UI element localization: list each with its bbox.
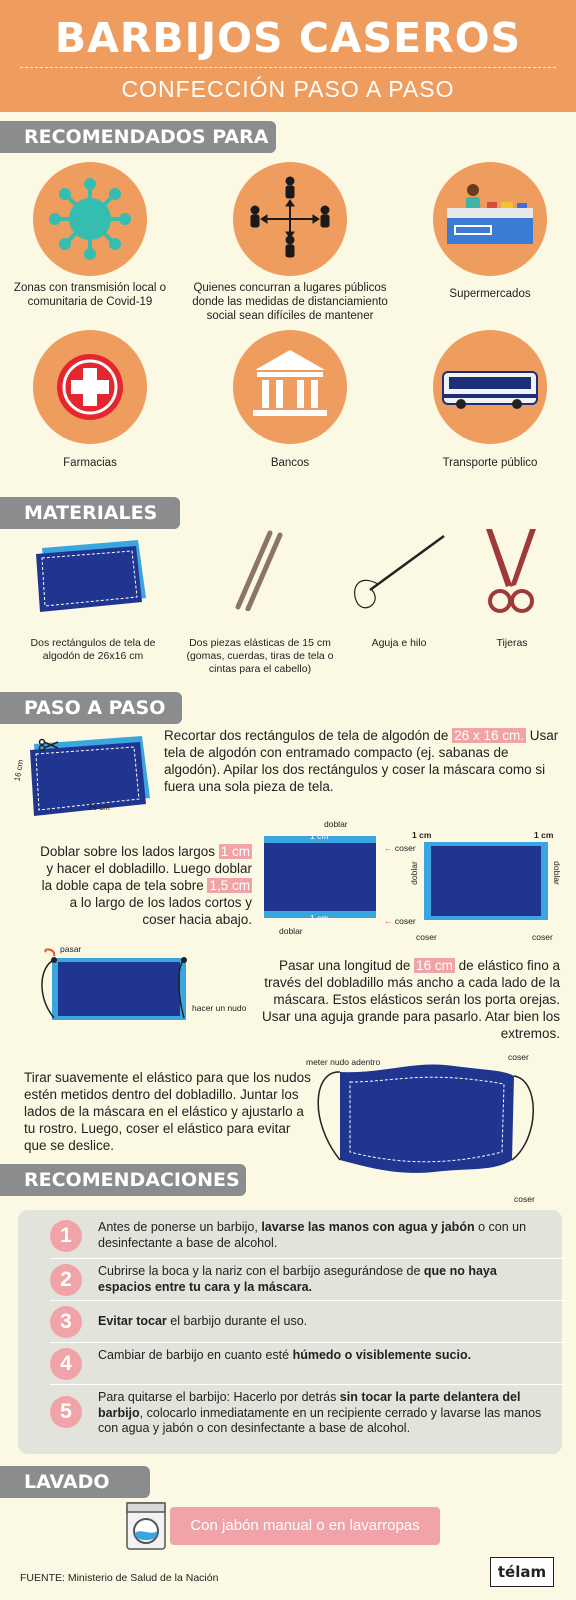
step1-text: Recortar dos rectángulos de tela de algodón de 26 x 16 cm. Usar tela de algodón con entramado compacto (ej. sabanas de algodón). Apilar los dos rectángulos y coser la máscara como si fuera una sola pieza de tela. xyxy=(164,728,559,794)
material-label-2: Dos piezas elásticas de 15 cm (gomas, cuerdas, tiras de tela o cintas para el cabello) xyxy=(186,637,334,675)
step3-elastic-diagram xyxy=(30,946,192,1028)
step2-label-coser-bottom: ← coser xyxy=(384,916,416,926)
step4-label-coser-bottom: coser xyxy=(514,1194,535,1204)
elastic-icon xyxy=(228,527,284,611)
social-distancing-icon xyxy=(233,162,347,276)
rec-divider xyxy=(50,1342,566,1343)
needle-icon xyxy=(348,532,448,614)
rec-number-2: 2 xyxy=(50,1264,82,1296)
bus-icon xyxy=(433,330,547,444)
step2-label-doblar-bottom: doblar xyxy=(279,926,303,936)
recommended-label-2: Quienes concurran a lugares públicos donde las medidas de distanciamiento social sean difíciles de mantener xyxy=(192,282,388,322)
virus-icon xyxy=(33,162,147,276)
step2-highlight-1: 1 cm xyxy=(220,844,250,859)
rec-text-5: Para quitarse el barbijo: Hacerlo por detrás sin tocar la parte delantera del barbijo, colocarlo inmediatamente en un recipiente cerrado y lavarse las manos con agua y jabón o con desinfectante a base de alcohol. xyxy=(98,1390,542,1435)
rec-number-4: 4 xyxy=(50,1348,82,1380)
step2-diagram-short-sides xyxy=(420,838,552,924)
source-credit: FUENTE: Ministerio de Salud de la Nación xyxy=(20,1572,219,1584)
step2-label-doblar-right: doblar xyxy=(551,861,562,885)
step3-text: Pasar una longitud de 16 cm de elástico fino a través del dobladillo más ancho a cada lado de la máscara. Estos elásticos serán los porta orejas. Usar una aguja grande para pasarlo. Atar bien los extremos. xyxy=(262,958,560,1041)
step4-mask-diagram xyxy=(304,1060,550,1180)
material-label-1: Dos rectángulos de tela de algodón de 26x16 cm xyxy=(30,637,156,662)
rec-number-3: 3 xyxy=(50,1306,82,1338)
recommended-label-5: Bancos xyxy=(270,457,310,469)
step2-label-coser-right: coser xyxy=(532,932,553,942)
header-banner xyxy=(0,0,576,112)
section-steps: PASO A PASO xyxy=(0,692,182,724)
step2-label-1cm-bottom: 1 cm xyxy=(310,913,329,923)
recommendations-box xyxy=(18,1210,562,1454)
scissors-icon xyxy=(478,527,540,619)
step4-text: Tirar suavemente el elástico para que los nudos estén metidos dentro del dobladillo. Juntar los lados de la máscara en el elástico y ajustarlo a tu rostro. Luego, coser el elástico para evitar que se deslice. xyxy=(24,1070,311,1153)
rec-text-4: Cambiar de barbijo en cuanto esté húmedo o visiblemente sucio. xyxy=(98,1348,472,1362)
step2-label-coser-left: coser xyxy=(416,932,437,942)
fabric-icon xyxy=(36,540,154,612)
page-title: BARBIJOS CASEROS xyxy=(54,14,522,62)
page-subtitle: CONFECCIÓN PASO A PASO xyxy=(121,76,455,102)
material-label-4: Tijeras xyxy=(496,637,528,649)
section-recommended: RECOMENDADOS PARA xyxy=(0,121,276,153)
recommended-label-1: Zonas con transmisión local o comunitaria de Covid-19 xyxy=(13,282,167,308)
washing-instructions: Con jabón manual o en lavarropas xyxy=(170,1507,440,1545)
step2-label-1cm-top: 1 cm xyxy=(310,831,329,841)
pharmacy-cross-icon xyxy=(33,330,147,444)
step2-label-1cm-left: 1 cm xyxy=(412,830,432,840)
recommended-label-4: Farmacias xyxy=(63,457,117,469)
section-washing: LAVADO xyxy=(0,1466,150,1498)
section-materials: MATERIALES xyxy=(0,497,180,529)
rec-text-2: Cubrirse la boca y la nariz con el barbijo asegurándose de que no haya espacios entre tu cara y la máscara. xyxy=(98,1264,497,1294)
rec-number-5: 5 xyxy=(50,1396,82,1428)
step1-dim-width: 26 cm xyxy=(88,803,110,812)
step2-highlight-2: 1,5 cm xyxy=(209,878,250,893)
telam-logo: télam xyxy=(490,1557,554,1587)
rec-text-3: Evitar tocar el barbijo durante el uso. xyxy=(98,1314,308,1328)
step1-highlight: 26 x 16 cm. xyxy=(454,728,524,743)
rec-divider xyxy=(50,1258,566,1259)
section-recommendations: RECOMENDACIONES xyxy=(0,1164,246,1196)
material-label-3: Aguja e hilo xyxy=(371,637,427,649)
rec-divider xyxy=(50,1300,566,1301)
header-divider xyxy=(20,67,556,68)
step3-highlight: 16 cm xyxy=(416,958,453,973)
step2-diagram-long-sides xyxy=(260,828,378,924)
step1-dim-height: 16 cm xyxy=(12,758,26,783)
supermarket-icon xyxy=(433,162,547,276)
step3-label-nudo: hacer un nudo xyxy=(192,1003,247,1013)
step3-label-pasar: pasar xyxy=(60,944,82,954)
recommended-label-3: Supermercados xyxy=(449,288,531,300)
rec-divider xyxy=(50,1384,566,1385)
step2-label-doblar-top: doblar xyxy=(324,819,348,829)
step4-label-nudo: meter nudo adentro xyxy=(306,1057,381,1067)
step2-text: Doblar sobre los lados largos 1 cm y hacer el dobladillo. Luego doblar la doble capa de tela sobre 1,5 cm a lo largo de los lados cortos y coser hacia abajo. xyxy=(40,844,252,927)
recommended-label-6: Transporte público xyxy=(442,457,538,469)
rec-number-1: 1 xyxy=(50,1220,82,1252)
step2-label-1cm-right: 1 cm xyxy=(534,830,554,840)
washing-machine-icon xyxy=(126,1502,166,1550)
step2-label-coser-top: ← coser xyxy=(384,843,416,853)
step2-label-doblar-left: doblar xyxy=(408,861,419,885)
bank-icon xyxy=(233,330,347,444)
rec-text-1: Antes de ponerse un barbijo, lavarse las manos con agua y jabón o con un desinfectante a base de alcohol. xyxy=(98,1220,527,1250)
step4-label-coser-top: coser xyxy=(508,1052,529,1062)
